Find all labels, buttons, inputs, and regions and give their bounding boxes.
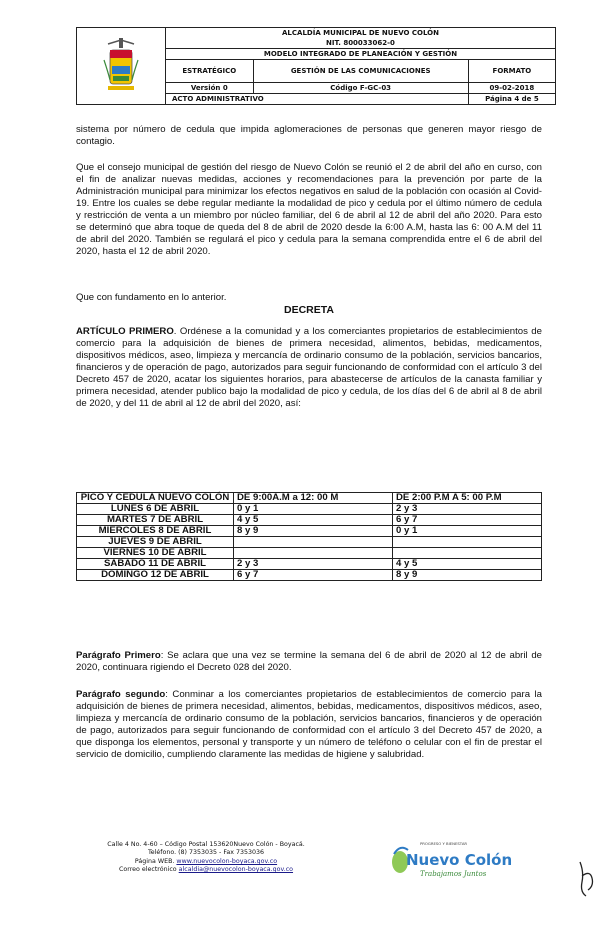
act-type: ACTO ADMINISTRATIVO bbox=[166, 94, 469, 105]
afternoon-digits bbox=[393, 537, 542, 548]
morning-digits bbox=[234, 537, 393, 548]
paragraph-council-meeting: Que el consejo municipal de gestión del riesgo de Nuevo Colón se reunió el 2 de abril del año en curso, con el fin de analizar nuevas medidas, acciones y recomendaciones para la prevención por parte de la Administración municipal para minimizar los efectos negativos en salud de la población con ocasión al Covid-19. Entre los cuales se debe regular mediante la modalidad de pico y cedula por el último número de cedula y restricción de venta a un miembro por núcleo familiar, del 6 de abril al 12 de abril del año 2020. Para esto se determinó que abra toque de queda del 8 de abril de 2020 desde la 6:00 A.M, hasta las 6: 00 A.M del 11 de abril del 2020. También se regulará el pico y cedula para la semana comprendida entre el 6 de abril del 2020, hasta el 12 de abril 2020. bbox=[76, 162, 542, 257]
table-row bbox=[77, 559, 542, 570]
footer-web: Página WEB. www.nuevocolon-boyaca.gov.co bbox=[134, 857, 278, 865]
table-row bbox=[77, 537, 542, 548]
paragraph-foundation: Que con fundamento en lo anterior. bbox=[76, 292, 227, 303]
document-date: 09-02-2018 bbox=[468, 83, 555, 94]
col-header-afternoon: DE 2:00 P.M A 5: 00 P.M bbox=[393, 493, 542, 504]
paragraph-first-title: Parágrafo Primero bbox=[76, 650, 161, 661]
article-first-title: ARTÍCULO PRIMERO bbox=[76, 326, 174, 337]
morning-digits bbox=[234, 548, 393, 559]
table-row bbox=[77, 548, 542, 559]
col-header-morning: DE 9:00A.M a 12: 00 M bbox=[234, 493, 393, 504]
table-row bbox=[77, 570, 542, 581]
afternoon-digits: 8 y 9 bbox=[393, 570, 542, 581]
morning-digits: 8 y 9 bbox=[234, 526, 393, 537]
afternoon-digits bbox=[393, 548, 542, 559]
document-version: Versión 0 bbox=[166, 83, 254, 94]
footer-phone: Teléfono. (8) 7353035 - Fax 7353036 bbox=[148, 849, 264, 857]
header-entity-cell bbox=[166, 28, 556, 49]
table-row bbox=[77, 504, 542, 515]
paragraph-contagion: sistema por número de cedula que impida aglomeraciones de personas que generen mayor riesgo de contagio. bbox=[76, 124, 542, 147]
col-header-day: PICO Y CEDULA NUEVO COLÓN bbox=[77, 493, 234, 504]
municipal-shield-cell bbox=[77, 28, 166, 105]
decreta-heading: DECRETA bbox=[284, 304, 334, 316]
brand-tagline: PROGRESO Y BIENESTAR bbox=[420, 841, 468, 846]
footer-contact bbox=[106, 841, 306, 875]
afternoon-digits: 6 y 7 bbox=[393, 515, 542, 526]
paragraph-second-text: : Conminar a los comerciantes propietarios de establecimientos de comercio para la adquisición de bienes de primera necesidad, alimentos, bebidas, medicamentos, dispositivos médicos, aseo, limpieza y mercancía de ordinario consumo de la población, servicios bancarios, financieros y de operación de pago, autorizados para seguir funcionando de conformidad con el artículo 3 del Decreto 457 de 2020, a que disponga los elementos, personal y transporte y un número de teléfono o celular con el fin de prestar el servicio de domicilio, cumpliendo claramente las medidas de higiene y salubridad. bbox=[76, 689, 542, 760]
paragraph-first-clause bbox=[76, 650, 542, 674]
municipal-shield-icon bbox=[86, 36, 156, 94]
day-cell: JUEVES 9 DE ABRIL bbox=[77, 537, 234, 548]
document-header bbox=[76, 27, 556, 105]
entity-nit: NIT. 800033062-0 bbox=[326, 39, 395, 47]
morning-digits: 4 y 5 bbox=[234, 515, 393, 526]
afternoon-digits: 0 y 1 bbox=[393, 526, 542, 537]
table-row bbox=[77, 526, 542, 537]
article-first bbox=[76, 326, 542, 410]
process-area: GESTIÓN DE LAS COMUNICACIONES bbox=[253, 60, 468, 83]
day-cell: MIERCOLES 8 DE ABRIL bbox=[77, 526, 234, 537]
page-number: Página 4 de 5 bbox=[468, 94, 555, 105]
pico-cedula-table bbox=[76, 492, 542, 581]
day-cell: LUNES 6 DE ABRIL bbox=[77, 504, 234, 515]
morning-digits: 0 y 1 bbox=[234, 504, 393, 515]
morning-digits: 2 y 3 bbox=[234, 559, 393, 570]
document-code: Código F-GC-03 bbox=[253, 83, 468, 94]
day-cell: VIERNES 10 DE ABRIL bbox=[77, 548, 234, 559]
nuevo-colon-brand-logo bbox=[386, 838, 526, 883]
paragraph-first-text: : Se aclara que una vez se termine la semana del 6 de abril de 2020 al 12 de abril de 2020, continuara rigiendo el Decreto 028 del 2020. bbox=[76, 650, 542, 673]
paragraph-second-title: Parágrafo segundo bbox=[76, 689, 166, 700]
process-type: ESTRATÉGICO bbox=[166, 60, 254, 83]
article-first-text: . Ordénese a la comunidad y a los comerciantes propietarios de establecimientos de comercio para la adquisición de bienes de primera necesidad, alimentos, bebidas, medicamentos, dispositivos médicos, aseo, limpieza y mercancía de ordinario consumo de la población, servicios bancarios, financieros y de operación de pago, autorizados para seguir funcionando de conformidad con el artículo 3 del Decreto 457 de 2020, acatar los siguientes horarios, para abastecerse de artículos de la canasta familiar y primera necesidad, atender publico bajo la modalidad de pico y cedula, de los días del 6 de abril al 8 de abril de 2020, y del 11 de abril al 12 de abril del 2020, así: bbox=[76, 326, 542, 409]
brand-name: Nuevo Colón bbox=[406, 851, 513, 869]
email-link[interactable]: alcaldia@nuevocolon-boyaca.gov.co bbox=[178, 866, 294, 874]
afternoon-digits: 4 y 5 bbox=[393, 559, 542, 570]
entity-name: ALCALDÍA MUNICIPAL DE NUEVO COLÓN bbox=[282, 29, 439, 37]
brand-slogan: Trabajamos Juntos bbox=[420, 870, 487, 878]
document-type: FORMATO bbox=[468, 60, 555, 83]
day-cell: MARTES 7 DE ABRIL bbox=[77, 515, 234, 526]
footer-address: Calle 4 No. 4-60 – Código Postal 153620Nuevo Colón - Boyacá. bbox=[107, 841, 305, 848]
day-cell: DOMINGO 12 DE ABRIL bbox=[77, 570, 234, 581]
morning-digits: 6 y 7 bbox=[234, 570, 393, 581]
table-row bbox=[77, 515, 542, 526]
day-cell: SABADO 11 DE ABRIL bbox=[77, 559, 234, 570]
handwritten-initial bbox=[574, 858, 600, 900]
model-name: MODELO INTEGRADO DE PLANEACIÓN Y GESTIÓN bbox=[166, 49, 556, 60]
web-link[interactable]: www.nuevocolon-boyaca.gov.co bbox=[176, 857, 278, 865]
afternoon-digits: 2 y 3 bbox=[393, 504, 542, 515]
paragraph-second-clause bbox=[76, 689, 542, 761]
footer-email: Correo electrónico alcaldia@nuevocolon-boyaca.gov.co bbox=[118, 866, 294, 874]
